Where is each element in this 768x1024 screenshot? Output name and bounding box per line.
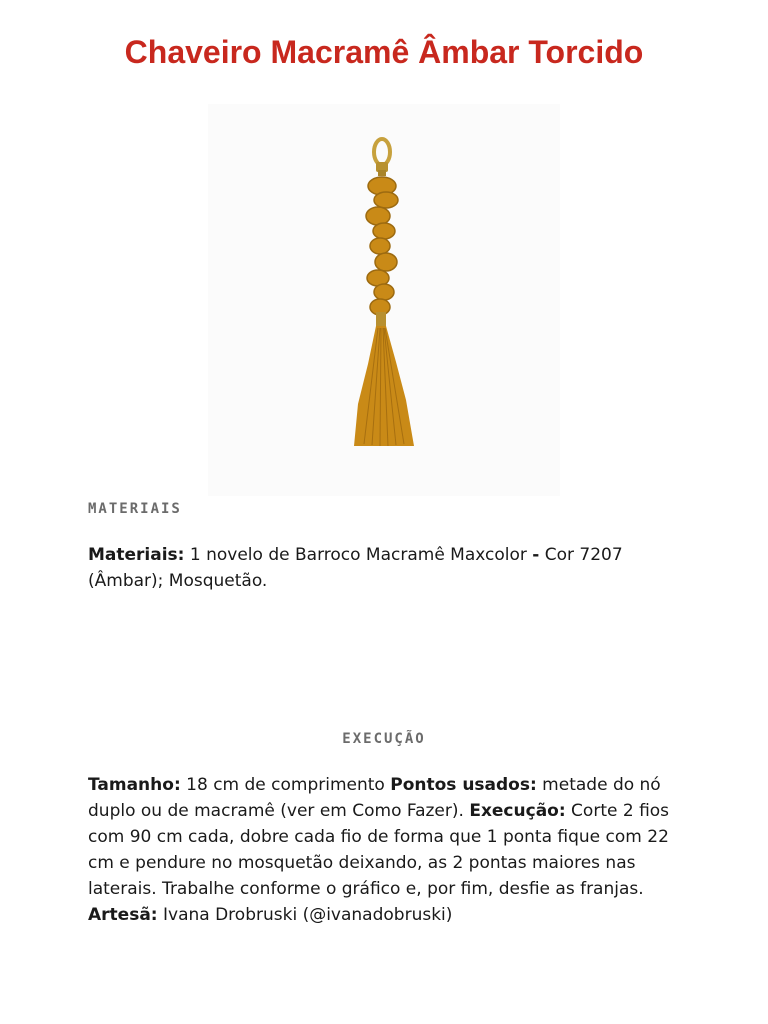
twisted-cord <box>366 177 398 315</box>
materials-paragraph <box>88 542 688 594</box>
snap-hook-icon <box>374 139 390 176</box>
tassel-collar <box>376 312 386 326</box>
execution-label: Execução: <box>469 801 566 821</box>
tassel <box>354 326 414 446</box>
execution-paragraph <box>88 772 688 928</box>
execution-text: Corte 2 fios com 90 cm cada, dobre cada fio de forma que 1 ponta fique com 22 cm e pendure no mosquetão deixando, as 2 pontas maiores nas laterais. Trabalhe conforme o gráfico e, por fim, desfie as franjas. <box>88 801 675 899</box>
stitches-text: metade do nó duplo ou de macramê (ver em Como Fazer). <box>88 775 661 821</box>
materials-text-1: 1 novelo de Barroco Macramê Maxcolor <box>184 545 533 565</box>
section-label-execucao: EXECUÇÃO <box>342 731 426 747</box>
product-photo <box>208 104 560 496</box>
materials-label: Materiais: <box>88 545 185 565</box>
materials-text-2: Cor 7207 (Âmbar); Mosquetão. <box>88 545 623 591</box>
page-title: Chaveiro Macramê Âmbar Torcido <box>124 34 644 70</box>
stitches-label: Pontos usados: <box>390 775 537 795</box>
size-label: Tamanho: <box>88 775 181 795</box>
artisan-label: Artesã: <box>88 905 158 925</box>
keychain-illustration <box>208 104 560 496</box>
size-text: 18 cm de comprimento <box>180 775 391 795</box>
section-label-materiais: MATERIAIS <box>88 501 182 517</box>
materials-dash: - <box>532 545 540 565</box>
artisan-text: Ivana Drobruski (@ivanadobruski) <box>157 905 453 925</box>
